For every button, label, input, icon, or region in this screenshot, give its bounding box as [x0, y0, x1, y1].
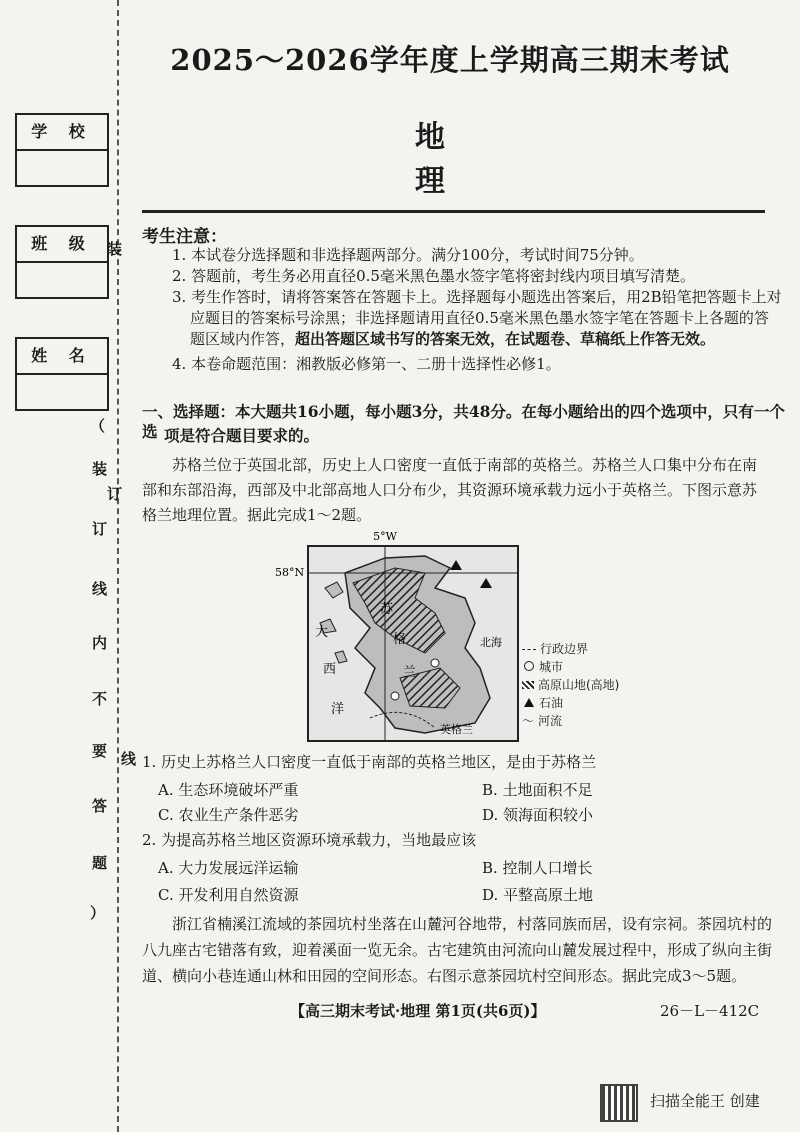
class-label: 班 级	[17, 227, 107, 263]
passage2-line: 八九座古宅错落有致，迎着溪面一览无余。古宅建筑由河流向山麓发展过程中，形成了纵向主街	[142, 941, 773, 959]
binding-char: 不	[92, 690, 108, 708]
binding-char: 答	[92, 797, 108, 815]
binding-char: 要	[92, 742, 108, 760]
paper-code: 26－L－412C	[660, 1002, 760, 1020]
city-marker	[431, 659, 439, 667]
binding-char: （	[90, 417, 106, 435]
qr-code-icon	[600, 1084, 638, 1122]
q1-option-d[interactable]: D. 领海面积较小	[482, 806, 594, 824]
lat-label: 58°N	[275, 566, 305, 579]
q2-option-a[interactable]: A. 大力发展远洋运输	[158, 859, 299, 877]
notice-item-line	[190, 329, 715, 349]
legend-boundary: 行政边界	[522, 640, 619, 658]
notice-item: 题区域内作答，	[190, 330, 296, 348]
notice-item: 2. 答题前，考生务必用直径0.5毫米黑色墨水签字笔将密封线内项目填写清楚。	[172, 267, 695, 285]
map-label: 格	[393, 632, 407, 647]
map-label: 西	[323, 662, 337, 677]
name-field[interactable]	[17, 375, 107, 409]
notice-item: 4. 本卷命题范围：湘教版必修第一、二册十选择性必修1。	[172, 355, 561, 373]
binding-char: 订	[92, 520, 108, 538]
notice-item: 1. 本试卷分选择题和非选择题两部分。满分100分，考试时间75分钟。	[172, 246, 644, 264]
binding-line	[117, 0, 119, 1132]
passage1-line: 部和东部沿海，西部及中北部高地人口分布少，其资源环境承载力远小于英格兰。下图示意苏	[142, 481, 758, 499]
margin-char: 装	[107, 240, 123, 258]
q2-option-b[interactable]: B. 控制人口增长	[482, 859, 593, 877]
legend-highland: 高原山地(高地)	[522, 676, 619, 694]
subject-title: 地 理	[415, 120, 485, 199]
map-label: 北海	[480, 636, 502, 649]
notice-item: 3. 考生作答时，请将答案答在答题卡上。选择题每小题选出答案后，用2B铅笔把答题卡上对	[172, 288, 782, 306]
class-field[interactable]	[17, 263, 107, 297]
lon-label: 5°W	[373, 530, 397, 543]
legend-oil: 石油	[522, 694, 619, 712]
q2-option-d[interactable]: D. 平整高原土地	[482, 886, 594, 904]
notice-emphasis: 超出答题区域书写的答案无效，在试题卷、草稿纸上作答无效。	[295, 330, 716, 348]
map-legend	[522, 640, 619, 730]
section1-heading: 一、选择题：本大题共16小题，每小题3分，共48分。在每小题给出的四个选项中，只有一个选	[142, 402, 785, 441]
map-label: 苏	[380, 602, 394, 617]
binding-char: 线	[92, 580, 108, 598]
passage1-line: 苏格兰位于英国北部，历史上人口密度一直低于南部的英格兰。苏格兰人口集中分布在南	[172, 456, 758, 474]
q1-option-c[interactable]: C. 农业生产条件恶劣	[158, 806, 299, 824]
q2-option-c[interactable]: C. 开发利用自然资源	[158, 886, 299, 904]
name-label: 姓 名	[17, 339, 107, 375]
notice-item: 应题目的答案标号涂黑；非选择题请用直径0.5毫米黑色墨水签字笔在答题卡上各题的答	[190, 309, 769, 327]
exam-title: 2025～2026学年度上学期高三期末考试	[170, 43, 730, 77]
q1-option-b[interactable]: B. 土地面积不足	[482, 781, 593, 799]
map-label: 大	[315, 625, 329, 640]
binding-char: 内	[92, 634, 108, 652]
notice-heading: 考生注意：	[142, 227, 227, 247]
section1-heading-cont: 项是符合题目要求的。	[164, 426, 320, 445]
map-label: 兰	[403, 665, 417, 680]
binding-char: 题	[92, 854, 108, 872]
passage2-line: 浙江省楠溪江流域的茶园坑村坐落在山麓河谷地带，村落同族而居，设有宗祠。茶园坑村的	[172, 915, 773, 933]
passage2-line: 道、横向小巷连通山林和田园的空间形态。右图示意茶园坑村空间形态。据此完成3～5题。	[142, 967, 747, 985]
q1-stem: 1. 历史上苏格兰人口密度一直低于南部的英格兰地区，是由于苏格兰	[142, 753, 597, 771]
map-label: 洋	[331, 702, 345, 717]
city-marker	[391, 692, 399, 700]
header-rule	[142, 210, 765, 213]
binding-char: ）	[90, 904, 106, 922]
school-field[interactable]	[17, 151, 107, 185]
margin-char: 线	[121, 750, 137, 768]
page-footer: 【高三期末考试·地理 第1页(共6页)】	[290, 1002, 546, 1020]
school-label: 学 校	[17, 115, 107, 151]
margin-char: 订	[107, 485, 123, 503]
legend-city: 城市	[522, 658, 619, 676]
q2-stem: 2. 为提高苏格兰地区资源环境承载力，当地最应该	[142, 831, 477, 849]
legend-river: 〜 河流	[522, 714, 563, 728]
name-box[interactable]	[15, 337, 109, 411]
passage1-line: 格兰地理位置。据此完成1～2题。	[142, 506, 372, 524]
scanner-watermark: 扫描全能王 创建	[650, 1092, 760, 1110]
map-label: 英格兰	[440, 723, 473, 736]
class-box[interactable]	[15, 225, 109, 299]
binding-char: 装	[92, 460, 108, 478]
school-box[interactable]	[15, 113, 109, 187]
q1-option-a[interactable]: A. 生态环境破坏严重	[158, 781, 299, 799]
